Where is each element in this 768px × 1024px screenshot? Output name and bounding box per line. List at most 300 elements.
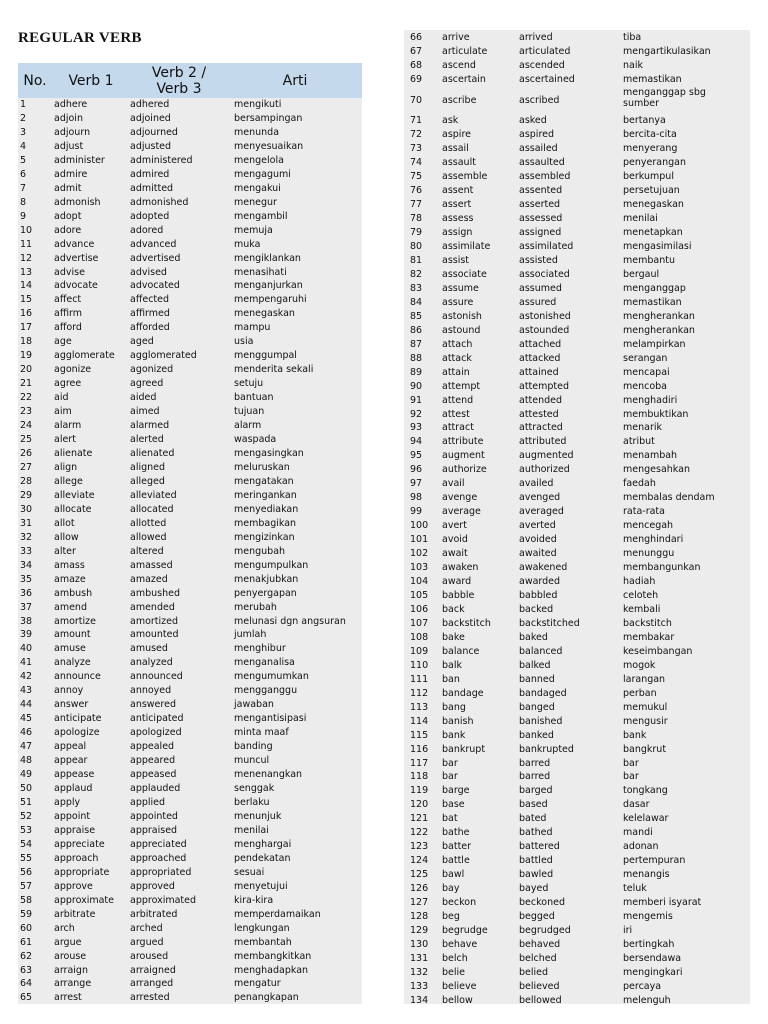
cell-no: 1 xyxy=(20,99,27,110)
header-arti: Arti xyxy=(282,72,308,89)
table-row xyxy=(410,770,748,784)
cell-verb1: ban xyxy=(442,673,460,685)
cell-verb2: alleviated xyxy=(130,489,177,501)
header-verb2-verb3 xyxy=(130,63,228,98)
cell-no: 103 xyxy=(410,562,429,574)
cell-no: 22 xyxy=(20,392,33,404)
cell-verb2: announced xyxy=(130,671,183,683)
cell-arti: tiba xyxy=(623,32,642,43)
cell-no: 10 xyxy=(20,224,33,236)
cell-verb1: average xyxy=(442,506,481,518)
cell-no: 79 xyxy=(410,227,423,239)
cell-verb1: amend xyxy=(54,601,87,613)
cell-verb2: affirmed xyxy=(130,308,170,320)
cell-no: 33 xyxy=(20,545,33,557)
table-row xyxy=(410,366,748,380)
cell-verb1: base xyxy=(442,799,465,811)
cell-no: 12 xyxy=(20,252,33,264)
table-row xyxy=(20,977,360,991)
table-row xyxy=(20,559,360,573)
cell-verb2: allotted xyxy=(130,517,167,529)
cell-arti: memperdamaikan xyxy=(234,908,321,920)
cell-verb1: adopt xyxy=(54,210,82,222)
table-row xyxy=(20,405,360,419)
cell-verb2: associated xyxy=(519,268,570,280)
table-row xyxy=(20,517,360,531)
table-row xyxy=(20,838,360,852)
cell-no: 48 xyxy=(20,755,33,767)
table-row xyxy=(410,435,748,449)
cell-verb1: affect xyxy=(54,294,82,306)
cell-arti: percaya xyxy=(623,980,662,992)
cell-verb1: believe xyxy=(442,980,477,992)
cell-arti: kelelawar xyxy=(623,813,669,825)
cell-verb1: arraign xyxy=(54,964,88,976)
cell-verb2: battered xyxy=(519,841,560,853)
table-row xyxy=(410,463,748,477)
table-row xyxy=(410,966,748,980)
cell-no: 82 xyxy=(410,268,423,280)
cell-arti: kembali xyxy=(623,603,661,615)
cell-arti: menganjurkan xyxy=(234,280,303,292)
table-header xyxy=(18,63,362,98)
table-row xyxy=(410,659,748,673)
table-row xyxy=(20,964,360,978)
cell-no: 20 xyxy=(20,364,33,376)
cell-arti: mengumpulkan xyxy=(234,559,309,571)
cell-no: 77 xyxy=(410,199,423,211)
cell-no: 25 xyxy=(20,434,33,446)
cell-arti: menenangkan xyxy=(234,769,303,781)
table-row xyxy=(410,910,748,924)
cell-arti: mampu xyxy=(234,322,271,334)
table-row xyxy=(20,252,360,266)
cell-verb2: adjusted xyxy=(130,140,172,152)
cell-arti: muka xyxy=(234,238,261,250)
cell-arti: bar xyxy=(623,771,639,783)
cell-verb2: adopted xyxy=(130,210,170,222)
cell-arti: penangkapan xyxy=(234,992,299,1004)
cell-no: 109 xyxy=(410,645,429,657)
table-row xyxy=(20,363,360,377)
table-row xyxy=(20,573,360,587)
cell-no: 58 xyxy=(20,894,33,906)
cell-verb2: arbitrated xyxy=(130,908,178,920)
cell-verb2: appealed xyxy=(130,741,175,753)
cell-arti: muncul xyxy=(234,755,270,767)
cell-arti: membuktikan xyxy=(623,408,689,420)
table-row xyxy=(20,279,360,293)
cell-no: 52 xyxy=(20,810,33,822)
cell-arti: naik xyxy=(623,59,643,71)
cell-arti: menegaskan xyxy=(623,199,684,211)
cell-verb1: annoy xyxy=(54,685,84,697)
cell-verb2: astonished xyxy=(519,310,571,322)
cell-verb2: allocated xyxy=(130,503,174,515)
cell-no: 85 xyxy=(410,310,423,322)
cell-arti: kira-kira xyxy=(234,894,274,906)
cell-verb1: barge xyxy=(442,785,470,797)
cell-verb1: adjoin xyxy=(54,112,83,124)
cell-arti: bangkrut xyxy=(623,743,667,755)
cell-arti: menggumpal xyxy=(234,350,297,362)
cell-verb2: balanced xyxy=(519,645,563,657)
table-row xyxy=(20,293,360,307)
cell-arti: mogok xyxy=(623,659,656,671)
cell-verb2: appeared xyxy=(130,755,176,767)
cell-verb1: bathe xyxy=(442,827,470,839)
table-row xyxy=(410,812,748,826)
cell-no: 96 xyxy=(410,464,423,476)
cell-no: 64 xyxy=(20,978,33,990)
cell-no: 54 xyxy=(20,838,33,850)
table-row xyxy=(410,715,748,729)
cell-verb1: appreciate xyxy=(54,838,105,850)
cell-verb2: beckoned xyxy=(519,897,565,909)
table-row xyxy=(410,798,748,812)
cell-verb2: bayed xyxy=(519,883,549,895)
table-row xyxy=(410,784,748,798)
cell-arti: menambah xyxy=(623,450,678,462)
table-row xyxy=(20,880,360,894)
cell-arti: mencapai xyxy=(623,366,670,378)
table-row xyxy=(20,433,360,447)
table-row xyxy=(410,380,748,394)
cell-arti: usia xyxy=(234,336,254,348)
table-row xyxy=(410,687,748,701)
table-row xyxy=(20,628,360,642)
cell-verb2: barged xyxy=(519,785,553,797)
cell-no: 124 xyxy=(410,855,429,867)
cell-arti: menghadiri xyxy=(623,394,678,406)
cell-arti: mengiklankan xyxy=(234,252,301,264)
cell-arti: mencegah xyxy=(623,520,674,532)
table-row xyxy=(20,98,360,112)
cell-no: 24 xyxy=(20,420,33,432)
cell-arti: menganggap sbg sumber xyxy=(623,86,706,109)
cell-verb1: allot xyxy=(54,517,75,529)
table-row xyxy=(410,324,748,338)
cell-verb1: apologize xyxy=(54,727,100,739)
cell-verb2: banished xyxy=(519,715,563,727)
cell-arti: membalas dendam xyxy=(623,492,715,504)
cell-arti: membantah xyxy=(234,936,292,948)
cell-arti: menetapkan xyxy=(623,227,683,239)
cell-verb2: appraised xyxy=(130,824,178,836)
table-row xyxy=(20,642,360,656)
cell-verb1: bankrupt xyxy=(442,743,486,755)
cell-verb1: behave xyxy=(442,938,478,950)
cell-verb1: amuse xyxy=(54,643,86,655)
cell-no: 26 xyxy=(20,448,33,459)
cell-verb2: answered xyxy=(130,699,176,711)
cell-verb1: arrive xyxy=(442,32,470,43)
cell-verb2: bandaged xyxy=(519,687,567,699)
cell-verb2: bathed xyxy=(519,827,553,839)
cell-arti: persetujuan xyxy=(623,185,680,197)
table-row xyxy=(20,712,360,726)
table-row xyxy=(20,461,360,475)
cell-arti: menghadapkan xyxy=(234,964,309,976)
cell-no: 41 xyxy=(20,657,33,669)
cell-no: 55 xyxy=(20,852,33,864)
cell-arti: mengatur xyxy=(234,978,281,990)
cell-no: 46 xyxy=(20,727,33,739)
table-row xyxy=(410,505,748,519)
cell-arti: larangan xyxy=(623,673,666,685)
cell-verb2: admitted xyxy=(130,182,174,194)
cell-arti: menunjuk xyxy=(234,810,282,822)
cell-verb1: battle xyxy=(442,855,470,867)
table-row xyxy=(20,112,360,126)
cell-arti: mengingkari xyxy=(623,966,683,978)
cell-verb2: awarded xyxy=(519,576,561,588)
table-row xyxy=(410,729,748,743)
cell-verb2: baked xyxy=(519,631,548,643)
cell-verb2: aligned xyxy=(130,461,166,473)
cell-arti: memastikan xyxy=(623,296,682,308)
cell-verb1: answer xyxy=(54,699,89,711)
table-row xyxy=(410,254,748,268)
cell-verb1: aspire xyxy=(442,129,471,141)
cell-verb2: assimilated xyxy=(519,240,574,252)
cell-verb2: advised xyxy=(130,266,167,278)
cell-verb2: applied xyxy=(130,797,166,808)
cell-verb2: babbled xyxy=(519,589,558,601)
cell-no: 50 xyxy=(20,783,33,795)
cell-verb1: avenge xyxy=(442,492,478,504)
cell-verb2: analyzed xyxy=(130,657,173,669)
cell-verb2: advocated xyxy=(130,280,180,292)
cell-verb2: attempted xyxy=(519,380,570,392)
cell-arti: setuju xyxy=(234,378,264,390)
cell-no: 65 xyxy=(20,992,33,1004)
cell-arti: mengasimilasi xyxy=(623,240,692,252)
cell-arti: mengasingkan xyxy=(234,448,304,459)
header-no: No. xyxy=(23,72,47,89)
cell-no: 108 xyxy=(410,631,429,643)
cell-no: 134 xyxy=(410,994,429,1006)
cell-no: 125 xyxy=(410,869,429,881)
cell-no: 115 xyxy=(410,729,429,741)
cell-verb1: advance xyxy=(54,238,95,250)
cell-verb2: bawled xyxy=(519,869,554,881)
cell-verb1: assault xyxy=(442,157,476,169)
cell-verb1: astonish xyxy=(442,310,482,322)
cell-verb1: assess xyxy=(442,213,474,225)
cell-arti: iri xyxy=(623,925,633,937)
cell-verb1: analyze xyxy=(54,657,91,669)
cell-verb2: attested xyxy=(519,408,559,420)
cell-verb2: aged xyxy=(130,336,154,348)
cell-no: 57 xyxy=(20,880,33,892)
cell-verb2: averaged xyxy=(519,506,564,518)
table-row xyxy=(20,922,360,936)
cell-arti: berkumpul xyxy=(623,171,674,183)
cell-no: 37 xyxy=(20,601,33,613)
table-row xyxy=(410,128,748,142)
cell-no: 40 xyxy=(20,643,33,655)
table-row xyxy=(410,561,748,575)
cell-arti: bank xyxy=(623,729,647,741)
table-row xyxy=(410,757,748,771)
cell-no: 89 xyxy=(410,366,423,378)
cell-no: 6 xyxy=(20,168,27,180)
cell-no: 68 xyxy=(410,59,423,71)
cell-no: 121 xyxy=(410,813,429,825)
cell-verb2: adjourned xyxy=(130,126,178,138)
cell-verb2: apologized xyxy=(130,727,182,739)
cell-no: 133 xyxy=(410,980,429,992)
cell-verb1: alienate xyxy=(54,448,93,459)
cell-verb1: belch xyxy=(442,952,468,964)
cell-verb2: assembled xyxy=(519,171,571,183)
cell-verb1: alter xyxy=(54,545,76,557)
header-verb1: Verb 1 xyxy=(68,72,114,89)
cell-verb2: begrudged xyxy=(519,925,571,937)
cell-no: 110 xyxy=(410,659,429,671)
table-row xyxy=(20,796,360,810)
cell-verb1: allocate xyxy=(54,503,92,515)
cell-arti: mengartikulasikan xyxy=(623,45,711,57)
cell-arti: mengesahkan xyxy=(623,464,690,476)
table-row xyxy=(20,377,360,391)
cell-verb1: bay xyxy=(442,883,460,895)
cell-verb1: advertise xyxy=(54,252,99,264)
cell-verb2: annoyed xyxy=(130,685,172,697)
cell-verb1: astound xyxy=(442,324,481,336)
cell-no: 49 xyxy=(20,769,33,781)
table-row xyxy=(20,545,360,559)
cell-verb1: avail xyxy=(442,478,465,490)
cell-verb1: arch xyxy=(54,922,75,934)
cell-verb1: bank xyxy=(442,729,466,741)
cell-verb2: agglomerated xyxy=(130,350,197,362)
cell-arti: menasihati xyxy=(234,266,287,278)
cell-verb2: articulated xyxy=(519,45,571,57)
table-row xyxy=(410,142,748,156)
cell-verb2: appropriated xyxy=(130,866,192,878)
table-row xyxy=(20,475,360,489)
cell-arti: bersampingan xyxy=(234,112,303,124)
cell-verb1: balk xyxy=(442,659,462,671)
table-row xyxy=(20,824,360,838)
cell-arti: mengherankan xyxy=(623,324,695,336)
table-row xyxy=(410,212,748,226)
cell-verb1: authorize xyxy=(442,464,487,476)
cell-verb1: alarm xyxy=(54,420,82,432)
cell-verb1: attest xyxy=(442,408,470,420)
cell-verb1: backstitch xyxy=(442,617,491,629)
header-verb2-text: Verb 2 / Verb 3 xyxy=(151,64,207,97)
cell-verb1: alert xyxy=(54,434,76,446)
table-row xyxy=(20,656,360,670)
cell-verb1: bandage xyxy=(442,687,484,699)
table-row xyxy=(410,282,748,296)
cell-verb1: avert xyxy=(442,520,467,532)
cell-no: 28 xyxy=(20,475,33,487)
cell-arti: dasar xyxy=(623,799,650,811)
cell-arti: penyergapan xyxy=(234,587,297,599)
cell-no: 60 xyxy=(20,922,33,934)
table-row xyxy=(410,477,748,491)
cell-verb1: apply xyxy=(54,797,81,808)
cell-no: 90 xyxy=(410,380,423,392)
cell-arti: mengagumi xyxy=(234,168,291,180)
cell-no: 80 xyxy=(410,240,423,252)
cell-verb2: ascended xyxy=(519,59,565,71)
cell-no: 71 xyxy=(410,115,423,127)
cell-arti: serangan xyxy=(623,352,668,364)
cell-no: 47 xyxy=(20,741,33,753)
table-row xyxy=(20,196,360,210)
cell-no: 97 xyxy=(410,478,423,490)
cell-verb1: appeal xyxy=(54,741,87,753)
cell-arti: senggak xyxy=(234,783,275,795)
cell-verb1: allow xyxy=(54,531,79,543)
cell-verb2: advanced xyxy=(130,238,177,250)
cell-verb1: bake xyxy=(442,631,465,643)
cell-no: 93 xyxy=(410,422,423,434)
table-row xyxy=(20,936,360,950)
table-row xyxy=(410,184,748,198)
cell-verb2: battled xyxy=(519,855,553,867)
cell-verb1: beg xyxy=(442,911,460,923)
cell-arti: menghibur xyxy=(234,643,286,655)
cell-no: 100 xyxy=(410,520,429,532)
cell-arti: penyerangan xyxy=(623,157,686,169)
cell-no: 38 xyxy=(20,615,33,627)
table-row xyxy=(20,726,360,740)
table-row xyxy=(410,673,748,687)
cell-no: 130 xyxy=(410,938,429,950)
table-row xyxy=(410,882,748,896)
cell-no: 94 xyxy=(410,436,423,448)
cell-verb2: appreciated xyxy=(130,838,187,850)
table-row xyxy=(410,240,748,254)
cell-verb2: attained xyxy=(519,366,559,378)
cell-no: 107 xyxy=(410,617,429,629)
cell-verb1: adhere xyxy=(54,99,88,110)
cell-verb2: afforded xyxy=(130,322,170,334)
table-row xyxy=(410,575,748,589)
cell-verb2: authorized xyxy=(519,464,570,476)
table-row xyxy=(20,950,360,964)
table-row xyxy=(20,740,360,754)
cell-verb1: attain xyxy=(442,366,470,378)
table-row xyxy=(410,994,748,1008)
cell-no: 102 xyxy=(410,548,429,560)
cell-arti: keseimbangan xyxy=(623,645,693,657)
cell-arti: jawaban xyxy=(234,699,274,711)
cell-arti: mengumumkan xyxy=(234,671,309,683)
cell-verb1: assimilate xyxy=(442,240,491,252)
cell-no: 27 xyxy=(20,461,33,473)
cell-verb1: arrange xyxy=(54,978,92,990)
table-row xyxy=(20,238,360,252)
table-row xyxy=(20,307,360,321)
cell-verb1: appear xyxy=(54,755,88,767)
cell-verb2: amounted xyxy=(130,629,179,641)
table-row xyxy=(410,59,748,73)
table-row xyxy=(20,210,360,224)
table-row xyxy=(20,894,360,908)
cell-verb2: agonized xyxy=(130,364,174,376)
cell-arti: meluruskan xyxy=(234,461,290,473)
cell-verb2: averted xyxy=(519,520,556,532)
cell-verb2: assailed xyxy=(519,143,558,155)
cell-arti: mengherankan xyxy=(623,310,695,322)
